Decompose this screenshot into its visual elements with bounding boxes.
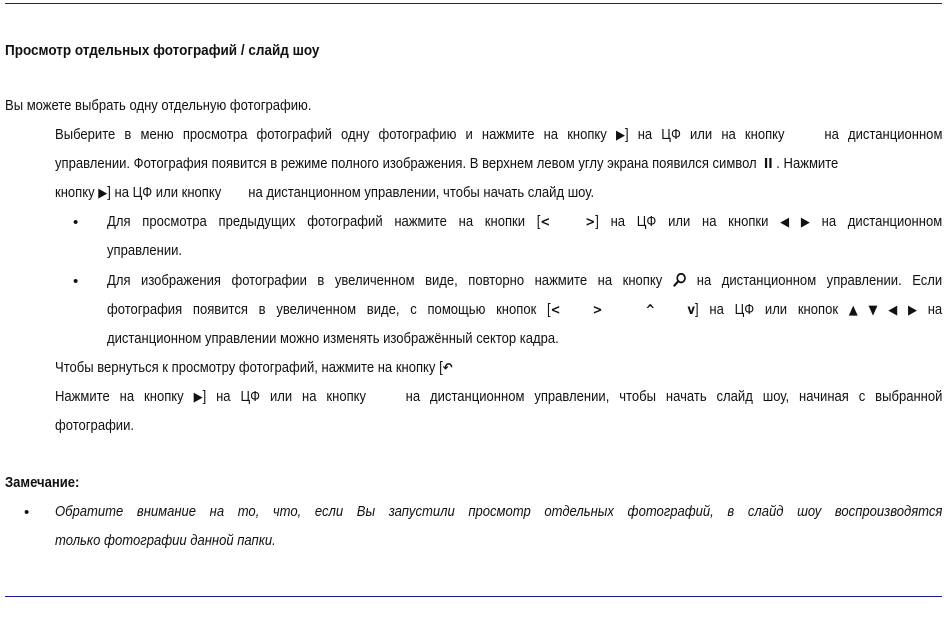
bullet2-l2c: на — [927, 302, 943, 318]
para1-line3 — [55, 179, 942, 208]
chevron-down-icon: v — [687, 303, 696, 318]
play-icon: ▶ — [193, 390, 203, 405]
para1-l2a: управлении. Фотография появится в режиме полного изображения. В верхнем левом углу экрана появился символ — [55, 156, 757, 172]
bullet2-line2 — [107, 296, 942, 325]
triangle-up-icon: ▲ — [848, 303, 858, 318]
para1-l3c: на дистанционном управлении, чтобы начать слайд шоу. — [248, 185, 595, 201]
para2-l1b: ] на ЦФ или на кнопку — [202, 389, 367, 405]
bullet1-l1c: на дистанционном — [821, 214, 943, 230]
magnify-icon — [673, 272, 687, 287]
para2-l1a: Нажмите на кнопку — [55, 389, 184, 405]
bullet2-l2a: фотография появится в увеличенном виде, с помощью кнопок [ — [107, 302, 551, 318]
chevron-right-icon: > — [585, 215, 596, 230]
section-heading — [5, 36, 319, 65]
para2-l1c: на дистанционном управлении, чтобы начать слайд шоу, начиная с выбранной — [405, 389, 943, 405]
section-title: Просмотр отдельных фотографий / слайд шоу — [5, 42, 320, 59]
chevron-left-icon: < — [540, 215, 551, 230]
bullet-marker: • — [73, 273, 79, 290]
bullet2-l2b: ] на ЦФ или кнопок — [695, 302, 839, 318]
note-l1: Обратите внимание на то, что, если Вы запустили просмотр отдельных фотографий, в слайд шоу воспроизводятся — [55, 504, 943, 520]
bullet1-l1b: ] на ЦФ или на кнопки — [595, 214, 769, 230]
play-icon: ▶ — [98, 186, 108, 201]
para1-l3a: кнопку — [55, 185, 95, 201]
triangle-left-icon: ◀ — [780, 215, 790, 230]
note-line1 — [55, 498, 942, 527]
triangle-right-icon: ▶ — [907, 303, 917, 318]
paragraph-select-photo — [55, 121, 942, 208]
para1-l1c: на дистанционном — [824, 127, 943, 143]
intro-sentence: Вы можете выбрать одну отдельную фотографию. — [5, 98, 312, 114]
para1-l2b: . Нажмите — [776, 156, 839, 172]
note-body — [55, 498, 942, 556]
para1-line2 — [55, 150, 942, 179]
triangle-right-icon: ▶ — [800, 215, 810, 230]
chevron-right-icon: > — [592, 303, 603, 318]
top-rule — [5, 3, 942, 4]
bullet1-line2 — [107, 237, 942, 266]
paragraph-start-slideshow — [55, 383, 942, 441]
bottom-rule — [5, 596, 942, 597]
para2-line1 — [55, 383, 942, 412]
chevron-up-icon: ^ — [645, 303, 656, 318]
bullet-zoom — [107, 267, 942, 354]
play-icon: ▶ — [615, 128, 625, 143]
bullet1-line1 — [107, 208, 942, 237]
bullet2-l1a: Для изображения фотографии в увеличенном виде, повторно нажмите на кнопку — [107, 273, 663, 289]
bullet2-line3 — [107, 325, 942, 354]
bullet2-line1 — [107, 267, 942, 296]
note-heading-text: Замечание: — [5, 475, 80, 491]
back-icon: ↶ — [442, 361, 453, 376]
triangle-left-icon: ◀ — [888, 303, 898, 318]
para1-line1 — [55, 121, 942, 150]
note-line2 — [55, 527, 942, 556]
bullet-previous-photos — [107, 208, 942, 266]
return-text: Чтобы вернуться к просмотру фотографий, нажмите на кнопку [ — [55, 360, 443, 376]
bullet1-l2: управлении. — [107, 243, 183, 259]
para1-l3b: ] на ЦФ или кнопку — [107, 185, 222, 201]
bullet-marker: • — [73, 214, 79, 231]
bullet1-l1a: Для просмотра предыдущих фотографий нажмите на кнопки [ — [107, 214, 541, 230]
bullet2-l3: дистанционном управлении можно изменять изображённый сектор кадра. — [107, 331, 559, 347]
bullet2-l1b: на дистанционном управлении. Если — [696, 273, 943, 289]
para1-l1b: ] на ЦФ или на кнопку — [624, 127, 785, 143]
chevron-left-icon: < — [550, 303, 561, 318]
note-heading — [5, 469, 79, 498]
para1-l1a: Выберите в меню просмотра фотографий одну фотографию и нажмите на кнопку — [55, 127, 607, 143]
para2-l2: фотографии. — [55, 418, 135, 434]
return-instruction — [55, 354, 453, 383]
triangle-down-icon: ▼ — [868, 303, 878, 318]
pause-icon: II — [763, 157, 773, 172]
note-l2: только фотографии данной папки. — [55, 533, 276, 549]
para2-line2 — [55, 412, 942, 441]
bullet-marker: • — [24, 504, 30, 521]
intro-text — [5, 92, 311, 121]
